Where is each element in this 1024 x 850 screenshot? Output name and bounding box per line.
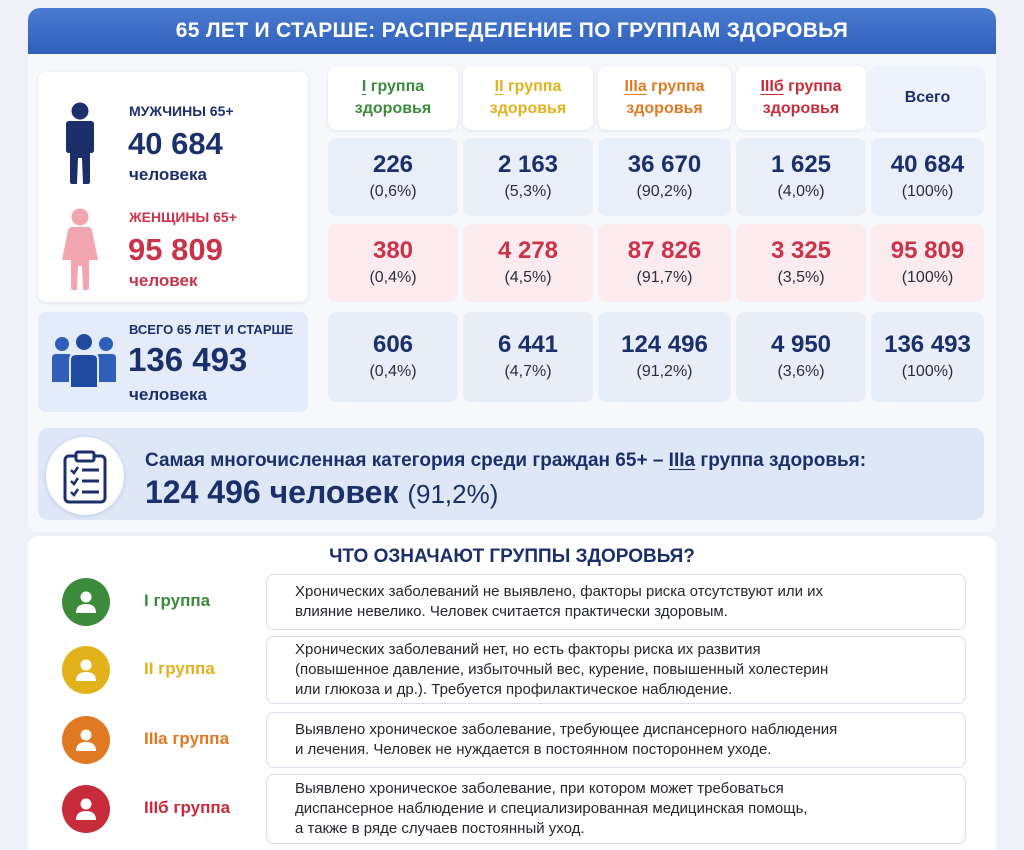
cell-total-IIIb: [736, 312, 866, 402]
group-badge: [62, 785, 110, 833]
cell-value: 1 625: [770, 151, 832, 178]
cell-percent: (100%): [901, 363, 954, 380]
people-group-icon: [50, 332, 118, 395]
group-badge: [62, 646, 110, 694]
col-header-3a-word: группа: [646, 78, 705, 95]
woman-icon: [60, 208, 100, 295]
col-header-group-1: [328, 66, 458, 130]
cell-value: 606: [372, 331, 414, 358]
cell-value: 95 809: [890, 237, 965, 264]
cell-percent: (0,4%): [369, 363, 417, 380]
cell-men-I: [328, 138, 458, 216]
highlight-value: 124 496 человек: [145, 474, 399, 510]
col-header-1-roman: I: [361, 78, 367, 95]
cell-men-total: [871, 138, 984, 216]
highlight-sentence: [145, 450, 866, 472]
person-icon: [73, 589, 99, 615]
cell-women-total: [871, 224, 984, 302]
col-header-3b-line2: здоровья: [762, 100, 840, 117]
cell-total-II: [463, 312, 593, 402]
legend-title: ЧТО ОЗНАЧАЮТ ГРУППЫ ЗДОРОВЬЯ?: [329, 546, 695, 567]
man-icon: [60, 102, 100, 189]
total-value: 136 493: [128, 341, 248, 378]
cell-value: 40 684: [890, 151, 965, 178]
description-line: (повышенное давление, избыточный вес, курение, повышенный холестерин: [295, 661, 829, 678]
col-header-group-3b: [736, 66, 866, 130]
description-line: и лечения. Человек не нуждается в постоянном постороннем уходе.: [295, 741, 772, 758]
cell-value: 36 670: [627, 151, 702, 178]
description-line: влияние невелико. Человек считается практически здоровым.: [295, 603, 728, 620]
cell-percent: (4,0%): [777, 183, 825, 200]
person-icon: [73, 727, 99, 753]
col-header-2-word: группа: [503, 78, 562, 95]
men-value: 40 684: [128, 126, 223, 161]
cell-percent: (90,2%): [636, 183, 693, 200]
cell-women-II: [463, 224, 593, 302]
total-unit: человека: [129, 385, 207, 404]
cell-women-I: [328, 224, 458, 302]
cell-total-total: [871, 312, 984, 402]
description-line: диспансерное наблюдение и специализированная медицинская помощь,: [295, 800, 808, 817]
total-label: ВСЕГО 65 ЛЕТ И СТАРШЕ: [129, 322, 294, 337]
cell-percent: (4,7%): [504, 363, 552, 380]
cell-total-I: [328, 312, 458, 402]
group-description: [266, 636, 966, 704]
description-line: или глюкоза и др.). Требуется профилактическое наблюдение.: [295, 681, 733, 698]
cell-percent: (5,3%): [504, 183, 552, 200]
person-icon: [73, 796, 99, 822]
highlight-text-after: группа здоровья:: [695, 450, 867, 471]
description-line: Хронических заболеваний не выявлено, факторы риска отсутствуют или их: [295, 583, 824, 600]
col-header-2-roman: II: [494, 78, 504, 95]
cell-value: 4 278: [497, 237, 559, 264]
description-line: Выявлено хроническое заболевание, при котором может требоваться: [295, 780, 784, 797]
women-value: 95 809: [128, 232, 223, 267]
cell-percent: (4,5%): [504, 269, 552, 286]
cell-percent: (3,5%): [777, 269, 825, 286]
col-header-group-3a: [598, 66, 731, 130]
cell-percent: (100%): [901, 183, 954, 200]
page-title: 65 ЛЕТ И СТАРШЕ: РАСПРЕДЕЛЕНИЕ ПО ГРУППАМ ЗДОРОВЬЯ: [28, 8, 996, 54]
group-badge: [62, 716, 110, 764]
description-line: Хронических заболеваний нет, но есть факторы риска их развития: [295, 641, 761, 658]
cell-percent: (0,6%): [369, 183, 417, 200]
col-header-3b-word: группа: [783, 78, 842, 95]
cell-percent: (91,2%): [636, 363, 693, 380]
cell-women-IIIb: [736, 224, 866, 302]
highlight-percent: (91,2%): [407, 479, 499, 509]
cell-value: 2 163: [497, 151, 559, 178]
cell-value: 226: [372, 151, 414, 178]
col-header-3a-line2: здоровья: [626, 100, 703, 117]
cell-men-II: [463, 138, 593, 216]
group-description: [266, 574, 966, 630]
highlight-group: IIIа: [668, 450, 696, 471]
cell-women-IIIa: [598, 224, 731, 302]
cell-value: 136 493: [884, 331, 971, 358]
highlight-text-before: Самая многочисленная категория среди граждан 65+ –: [145, 450, 669, 471]
cell-percent: (91,7%): [636, 269, 693, 286]
group-description: [266, 712, 966, 768]
col-header-total-label: Всего: [904, 89, 951, 106]
group-label: IIIа группа: [144, 729, 230, 748]
cell-total-IIIa: [598, 312, 731, 402]
group-badge: [62, 578, 110, 626]
cell-percent: (0,4%): [369, 269, 417, 286]
cell-men-IIIb: [736, 138, 866, 216]
cell-value: 6 441: [497, 331, 559, 358]
women-label: ЖЕНЩИНЫ 65+: [129, 209, 237, 225]
col-header-total: [871, 66, 984, 130]
col-header-group-2: [463, 66, 593, 130]
description-line: Выявлено хроническое заболевание, требующее диспансерного наблюдения: [295, 721, 838, 738]
cell-value: 380: [372, 237, 414, 264]
men-label: МУЖЧИНЫ 65+: [129, 103, 234, 119]
col-header-1-word: группа: [366, 78, 425, 95]
men-unit: человека: [129, 165, 207, 184]
group-label: II группа: [144, 659, 215, 678]
description-line: а также в ряде случаев постоянный уход.: [295, 820, 585, 837]
group-label: I группа: [144, 591, 211, 610]
person-icon: [73, 657, 99, 683]
group-description: [266, 774, 966, 844]
col-header-2-line2: здоровья: [489, 100, 567, 117]
cell-men-IIIa: [598, 138, 731, 216]
total-card: [38, 312, 308, 412]
men-women-card: [38, 72, 308, 302]
col-header-1-line2: здоровья: [354, 100, 432, 117]
group-label: IIIб группа: [144, 798, 231, 817]
clipboard-checklist-icon: [62, 450, 108, 509]
cell-value: 124 496: [621, 331, 708, 358]
cell-percent: (100%): [901, 269, 954, 286]
cell-percent: (3,6%): [777, 363, 825, 380]
cell-value: 4 950: [770, 331, 832, 358]
cell-value: 87 826: [627, 237, 702, 264]
women-unit: человек: [129, 271, 198, 290]
col-header-3a-roman: IIIа: [624, 78, 647, 95]
cell-value: 3 325: [770, 237, 832, 264]
col-header-3b-roman: IIIб: [760, 78, 784, 95]
highlight-figure: [145, 474, 498, 511]
